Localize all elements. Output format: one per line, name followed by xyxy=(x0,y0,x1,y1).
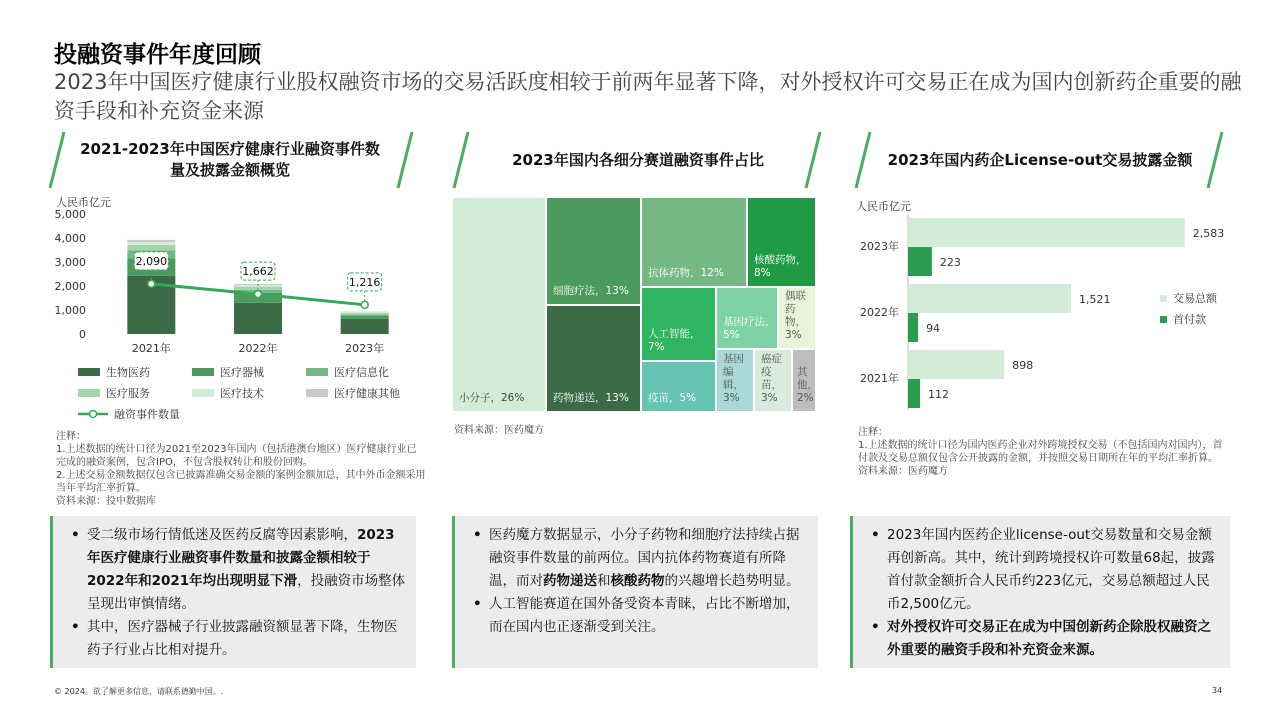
bar-segment xyxy=(127,240,175,242)
treemap-cell-nucleic-acid: 核酸药物， 8% xyxy=(747,197,816,287)
legend-biopharma: 生物医药 xyxy=(78,364,150,380)
panel3-header xyxy=(850,130,1230,190)
treemap-cell-ai: 人工智能， 7% xyxy=(641,287,716,361)
slash-decoration-icon xyxy=(392,130,416,190)
slash-decoration-icon xyxy=(850,130,874,190)
bar-total xyxy=(908,284,1071,313)
page-number: 34 xyxy=(1212,686,1223,695)
treemap xyxy=(452,197,816,412)
page-subtitle: 2023年中国医疗健康行业股权融资市场的交易活跃度相较于前两年显著下降，对外授权许可交易正在成为国内创新药企重要的融资手段和补充资金来源 xyxy=(54,70,1242,123)
bar-upfront xyxy=(908,379,920,408)
legend-upfront: 首付款 xyxy=(1160,311,1206,327)
y-tick-label: 0 xyxy=(79,328,86,341)
y-tick-label: 5,000 xyxy=(54,208,86,221)
legend-other: 医疗健康其他 xyxy=(306,385,400,401)
y-axis-title: 人民币亿元 xyxy=(856,200,911,213)
panel2-header xyxy=(448,130,828,190)
page-title: 投融资事件年度回顾 xyxy=(54,42,261,68)
bullet-item: • 人工智能赛道在国外备受资本青睐，占比不断增加，而在国内也正逐渐受到关注。 xyxy=(469,593,810,639)
legend-event-count: 融资事件数量 xyxy=(78,406,180,422)
treemap-cell-cell-therapy: 细胞疗法，13% xyxy=(546,197,641,305)
panel1-header-text: 2021-2023年中国医疗健康行业融资事件数量及披露金额概览 xyxy=(80,140,380,179)
bar-segment xyxy=(127,245,175,251)
data-label: 898 xyxy=(1012,359,1034,372)
treemap-cell-conjugate: 偶联 药物， 3% xyxy=(778,287,816,349)
treemap-cell-gene-editing: 基因 编辑， 3% xyxy=(716,349,754,412)
treemap-cell-vaccine: 疫苗，5% xyxy=(641,361,716,412)
legend-health-it: 医疗信息化 xyxy=(306,364,389,380)
panel3-header-text: 2023年国内药企License-out交易披露金额 xyxy=(887,150,1193,169)
bar-segment xyxy=(127,242,175,245)
data-label: 2,583 xyxy=(1192,227,1225,240)
line-point xyxy=(361,301,368,308)
slash-decoration-icon xyxy=(800,130,824,190)
panel1-notes: 注释： 1.上述数据的统计口径为2021至2023年国内（包括港澳台地区）医疗健康行业已完成的融资案例，包含IPO，不包含股权转让和股份回购。 2.上述交易金额数据仅包含已披露准确交易金额的案例金额加总，其中外币金额采用当年平均汇率折算。 资料来源：投中数据库 xyxy=(56,431,426,507)
legend-swatch xyxy=(306,389,328,397)
panel1-header xyxy=(50,130,410,190)
bar-segment xyxy=(341,319,389,334)
x-tick-label: 2022年 xyxy=(238,342,278,355)
treemap-cell-drug-delivery: 药物递送，13% xyxy=(546,305,641,412)
horizontal-bar-chart xyxy=(852,196,1232,418)
bar-segment xyxy=(341,316,389,319)
slash-decoration-icon xyxy=(1202,130,1226,190)
y-axis-title: 人民币亿元 xyxy=(56,196,111,209)
x-tick-label: 2021年 xyxy=(131,342,171,355)
panel3-notes: 注释： 1.上述数据的统计口径为国内医药企业对外跨境授权交易（不包括国内对国内），首付款及交易总额仅包含公开披露的金额，并按照交易日期所在年的平均汇率折算。 资料来源：医药魔方 xyxy=(858,427,1223,477)
legend-swatch xyxy=(192,389,214,397)
y-tick-label: 2,000 xyxy=(54,280,86,293)
data-label: 94 xyxy=(926,322,941,335)
treemap-cell-small-molecule: 小分子，26% xyxy=(452,197,546,412)
legend-services: 医疗服务 xyxy=(78,385,150,401)
line-point xyxy=(255,291,262,298)
data-label: 1,662 xyxy=(242,265,274,279)
copyright-footer: © 2024。欲了解更多信息，请联系德勤中国。. xyxy=(54,687,224,696)
data-label: 2,090 xyxy=(135,254,168,268)
bar-segment xyxy=(234,303,282,334)
x-tick-label: 2023年 xyxy=(345,342,385,355)
treemap-cell-other: 其 他， 2% xyxy=(792,349,816,412)
panel3-summary-box xyxy=(850,516,1230,668)
bullet-item: • 医药魔方数据显示，小分子药物和细胞疗法持续占据融资事件数量的前两位。国内抗体药物赛道有所降温，而对药物递送和核酸药物的兴趣增长趋势明显。 xyxy=(469,524,810,593)
treemap-cell-cancer-vaccine: 癌症 疫苗， 3% xyxy=(754,349,792,412)
bar-segment xyxy=(341,315,389,316)
legend-devices: 医疗器械 xyxy=(192,364,264,380)
bullet-item: • 对外授权许可交易正在成为中国创新药企除股权融资之外重要的融资手段和补充资金来源。 xyxy=(867,616,1222,662)
bullet-item: • 其中，医疗器械子行业披露融资额显著下降，生物医药子行业占比相对提升。 xyxy=(67,616,408,662)
treemap-cell-antibody: 抗体药物，12% xyxy=(641,197,747,287)
bar-upfront xyxy=(908,247,932,276)
legend-swatch xyxy=(78,389,100,397)
legend-total-amount: 交易总额 xyxy=(1160,290,1217,306)
panel2-source: 资料来源：医药魔方 xyxy=(454,425,544,436)
category-label: 2023年 xyxy=(860,240,899,253)
treemap-cell-gene-therapy: 基因疗法， 5% xyxy=(716,287,778,349)
bullet-item: • 2023年国内医药企业license-out交易数量和交易金额再创新高。其中，统计到跨境授权许可数量68起，披露首付款金额折合人民币约223亿元，交易总额超过人民币2,500亿元。 xyxy=(867,524,1222,616)
panel1-summary-box xyxy=(50,516,416,668)
line-point xyxy=(148,280,155,287)
data-label: 112 xyxy=(928,388,949,401)
legend-swatch xyxy=(192,368,214,376)
y-tick-label: 4,000 xyxy=(54,232,86,245)
data-label: 223 xyxy=(939,256,961,269)
bar-segment xyxy=(341,312,389,313)
bullet-item: • 受二级市场行情低迷及医药反腐等因素影响，2023年医疗健康行业融资事件数量和披露金额相较于2022年和2021年均出现明显下滑，投融资市场整体呈现出审慎情绪。 xyxy=(67,524,408,616)
bar-segment xyxy=(341,313,389,315)
legend-swatch xyxy=(1160,316,1167,323)
legend-swatch xyxy=(78,368,100,376)
data-label: 1,521 xyxy=(1078,293,1111,306)
category-label: 2021年 xyxy=(860,372,899,385)
slash-decoration-icon xyxy=(44,130,68,190)
legend-tech: 医疗技术 xyxy=(192,385,264,401)
panel2-header-text: 2023年国内各细分赛道融资事件占比 xyxy=(512,150,764,169)
bar-total xyxy=(908,350,1004,379)
slash-decoration-icon xyxy=(448,130,472,190)
panel2-summary-box xyxy=(452,516,818,668)
y-tick-label: 3,000 xyxy=(54,256,86,269)
data-label: 1,216 xyxy=(348,275,381,289)
legend-swatch xyxy=(1160,295,1167,302)
bar-total xyxy=(908,218,1185,247)
category-label: 2022年 xyxy=(860,306,899,319)
legend-swatch xyxy=(306,368,328,376)
y-tick-label: 1,000 xyxy=(54,304,86,317)
bar-upfront xyxy=(908,313,918,342)
line-marker-icon xyxy=(78,409,108,419)
